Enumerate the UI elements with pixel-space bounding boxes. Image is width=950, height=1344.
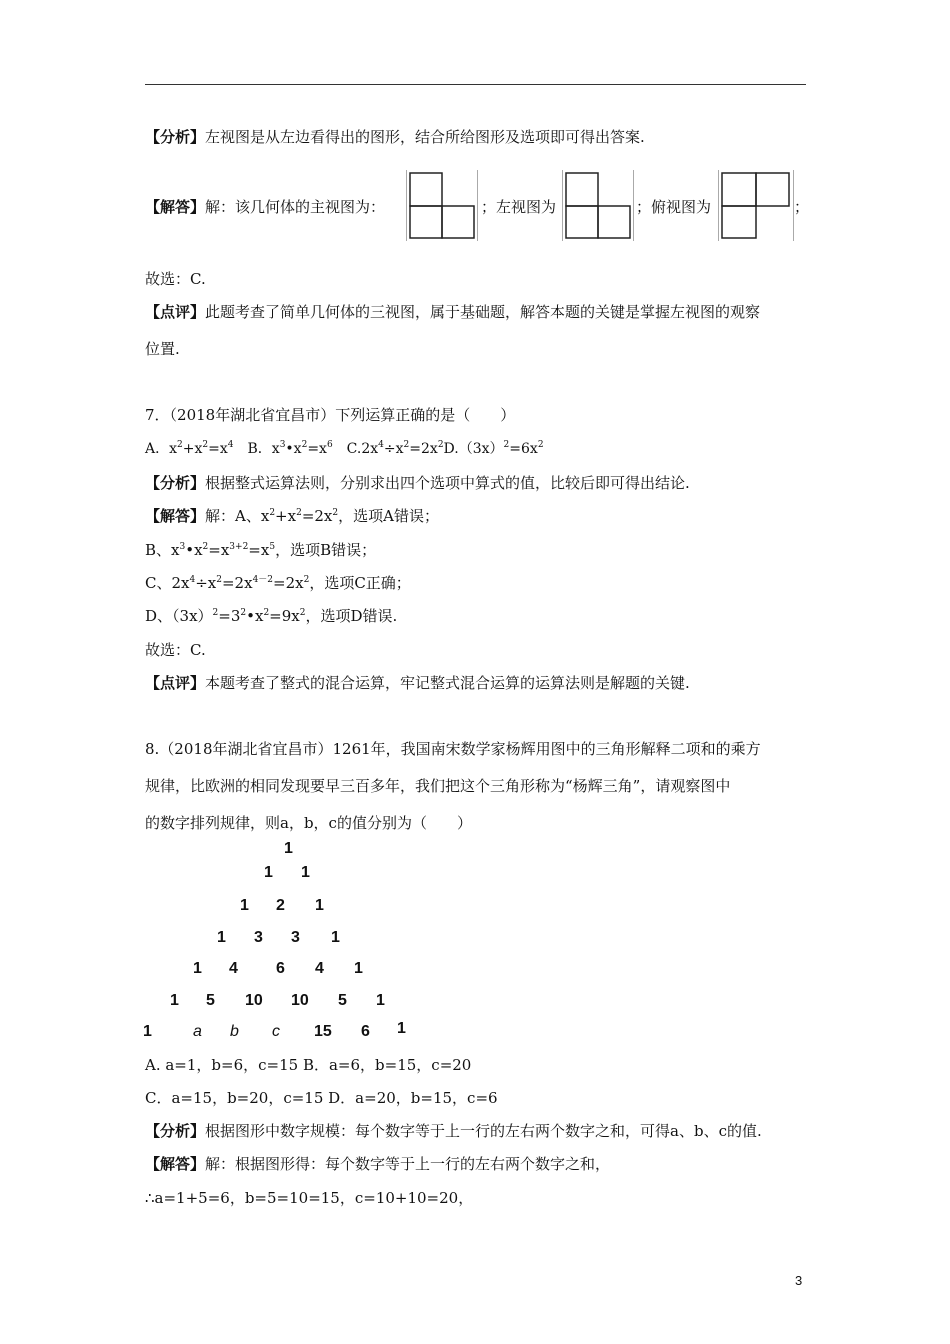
left-view-figure: [562, 170, 634, 241]
q7-comment: 【点评】本题考查了整式的混合运算，牢记整式混合运算的运算法则是解题的关键.: [145, 674, 690, 692]
page-number: 3: [795, 1273, 803, 1288]
q8-options-1: A. a=1，b=6，c=15 B．a=6，b=15，c=20: [145, 1056, 472, 1074]
tri-r6-4: 10: [291, 992, 309, 1009]
tri-r7-c: c: [272, 1023, 280, 1040]
q6-comment: 【点评】此题考查了简单几何体的三视图，属于基础题，解答本题的关键是掌握左视图的观察: [145, 303, 761, 321]
tri-r7-6: 6: [361, 1023, 370, 1040]
q6-sep-3: ；: [794, 198, 810, 216]
tri-r5-2: 4: [229, 960, 238, 977]
q8-result: ∴a=1+5=6，b=5=10=15，c=10+10=20，: [145, 1189, 474, 1207]
tri-r4-2: 3: [254, 929, 263, 946]
q6-choose: 故选：C.: [145, 270, 206, 288]
tri-r3-2: 2: [276, 897, 285, 914]
tri-r4-4: 1: [331, 929, 340, 946]
q7-options: A．$x^2+x^2=x^4$ B．$x^3•x^2=x^6$ $C.2x^4\div x^2=2x^2D.(3x)^2=6x^2$: [145, 440, 544, 457]
q6-comment-cont: 位置.: [145, 340, 180, 358]
front-view-figure: [406, 170, 478, 241]
tri-r7-5: 15: [314, 1023, 332, 1040]
q6-sep-2: ；俯视图为: [636, 198, 712, 216]
q8-answer: 【解答】解：根据图形得：每个数字等于上一行的左右两个数字之和，: [145, 1155, 611, 1173]
q7-choose: 故选：C.: [145, 641, 206, 659]
tri-r5-5: 1: [354, 960, 363, 977]
q7-answer-c: C、$2x^4\div x^2=2x^{4-2}=2x^2$，选项C正确；: [145, 574, 411, 592]
q7-answer-d: D、$(3x)^2=3^2•x^2=9x^2$，选项D错误.: [145, 607, 398, 625]
tri-r5-3: 6: [276, 960, 285, 977]
q8-options-2: C．a=15，b=20，c=15 D．a=20，b=15，c=6: [145, 1089, 498, 1107]
tri-r7-1: 1: [143, 1023, 152, 1040]
q8-stem-2: 规律，比欧洲的相同发现要早三百多年，我们把这个三角形称为“杨辉三角”，请观察图中: [145, 777, 731, 795]
q8-analysis: 【分析】根据图形中数字规模：每个数字等于上一行的左右两个数字之和，可得a、b、c的值.: [145, 1122, 762, 1140]
tri-r1-1: 1: [284, 840, 293, 857]
q8-stem-1: 8.（2018年湖北省宜昌市）1261年，我国南宋数学家杨辉用图中的三角形解释二项和的乘方: [145, 740, 761, 758]
tri-r4-3: 3: [291, 929, 300, 946]
tri-r7-b: b: [230, 1023, 239, 1040]
tri-r2-1: 1: [264, 864, 273, 881]
tri-r6-6: 1: [376, 992, 385, 1009]
tri-r5-1: 1: [193, 960, 202, 977]
q7-answer-a: 【解答】解：A、$x^2+x^2=2x^2$，选项A错误；: [145, 507, 439, 525]
header-rule: [145, 84, 806, 85]
q7-analysis: 【分析】根据整式运算法则，分别求出四个选项中算式的值，比较后即可得出结论.: [145, 474, 690, 492]
q7-stem: 7．（2018年湖北省宜昌市）下列运算正确的是（ ）: [145, 406, 516, 424]
tri-r6-3: 10: [245, 992, 263, 1009]
tri-r3-3: 1: [315, 897, 324, 914]
tri-r6-1: 1: [170, 992, 179, 1009]
tri-r7-a: a: [193, 1023, 202, 1040]
q6-answer-intro: 【解答】解：该几何体的主视图为：: [145, 198, 386, 216]
top-view-figure: [718, 170, 794, 241]
q6-analysis: 【分析】左视图是从左边看得出的图形，结合所给图形及选项即可得出答案.: [145, 128, 645, 146]
tri-r7-7: 1: [397, 1020, 406, 1037]
tri-r3-1: 1: [240, 897, 249, 914]
tri-r2-2: 1: [301, 864, 310, 881]
q8-stem-3: 的数字排列规律，则a，b，c的值分别为（ ）: [145, 814, 472, 832]
tri-r6-2: 5: [206, 992, 215, 1009]
q6-sep-1: ；左视图为: [481, 198, 557, 216]
tri-r4-1: 1: [217, 929, 226, 946]
tri-r5-4: 4: [315, 960, 324, 977]
q7-answer-b: B、$x^3•x^2=x^{3+2}=x^5$，选项B错误；: [145, 541, 377, 559]
tri-r6-5: 5: [338, 992, 347, 1009]
